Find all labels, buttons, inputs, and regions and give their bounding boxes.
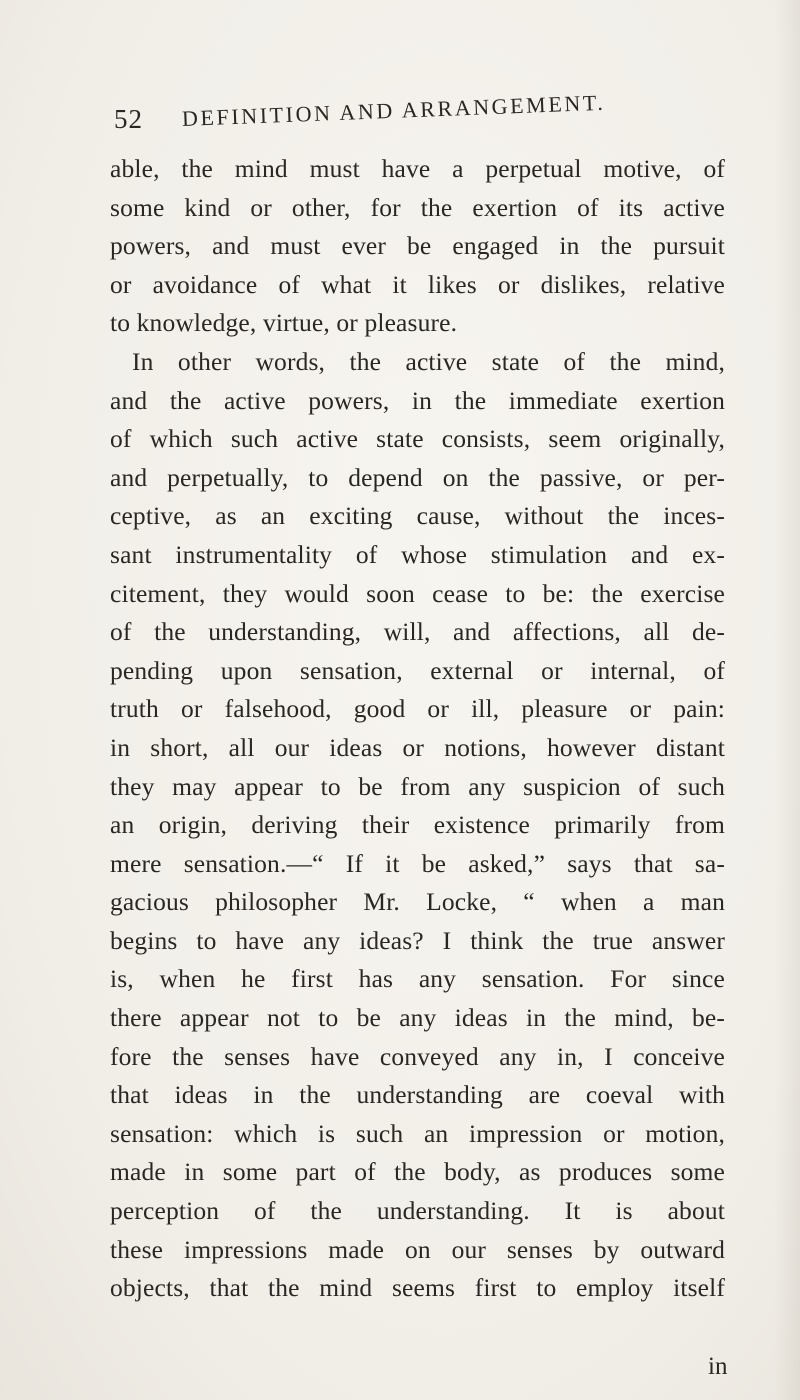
text-line: in short, all our ideas or notions, however distant bbox=[110, 732, 725, 762]
text-line: sensation: which is such an impression or motion, bbox=[110, 1118, 725, 1148]
text-line: and the active powers, in the immediate exertion bbox=[110, 385, 725, 415]
text-line: truth or falsehood, good or ill, pleasure or pain: bbox=[110, 694, 725, 724]
text-line: sant instrumentality of whose stimulation and ex- bbox=[110, 539, 725, 569]
text-line: ceptive, as an exciting cause, without the inces- bbox=[110, 501, 725, 531]
paragraph-start-line: In other words, the active state of the mind, bbox=[132, 346, 725, 376]
text-line: able, the mind must have a perpetual motive, of bbox=[110, 154, 725, 183]
text-line: of which such active state consists, seem originally, bbox=[110, 424, 725, 454]
text-line: there appear not to be any ideas in the mind, be- bbox=[110, 1003, 725, 1033]
text-line: fore the senses have conveyed any in, I conceive bbox=[110, 1041, 725, 1071]
text-line: pending upon sensation, external or internal, of bbox=[110, 655, 725, 685]
text-line: they may appear to be from any suspicion of such bbox=[110, 771, 725, 801]
text-line: these impressions made on our senses by outward bbox=[110, 1234, 725, 1264]
text-line: mere sensation.—“ If it be asked,” says that sa- bbox=[110, 848, 725, 878]
text-line: citement, they would soon cease to be: the exercise bbox=[110, 578, 725, 608]
text-line: objects, that the mind seems first to employ itself bbox=[110, 1273, 725, 1303]
text-line: begins to have any ideas? I think the true answer bbox=[110, 925, 725, 955]
running-head-title: DEFINITION AND ARRANGEMENT. bbox=[181, 89, 606, 131]
text-line: and perpetually, to depend on the passive, or per- bbox=[110, 462, 725, 492]
page-number: 52 bbox=[114, 104, 143, 134]
text-line: some kind or other, for the exertion of its active bbox=[110, 192, 725, 222]
page-edge-shadow bbox=[774, 0, 800, 1400]
text-line: made in some part of the body, as produces some bbox=[110, 1157, 725, 1187]
text-line: powers, and must ever be engaged in the pursuit bbox=[110, 231, 725, 261]
text-line: an origin, deriving their existence primarily from bbox=[110, 810, 725, 840]
text-line: gacious philosopher Mr. Locke, “ when a man bbox=[110, 887, 725, 917]
text-line: is, when he first has any sensation. For since bbox=[110, 964, 725, 994]
text-line: to knowledge, virtue, or pleasure. bbox=[110, 308, 458, 338]
text-line: of the understanding, will, and affections, all de- bbox=[110, 617, 725, 647]
running-head bbox=[114, 89, 714, 136]
text-line: perception of the understanding. It is about bbox=[110, 1196, 725, 1226]
text-line: or avoidance of what it likes or dislikes, relative bbox=[110, 269, 725, 299]
body-text bbox=[110, 150, 725, 1308]
catchword: in bbox=[708, 1353, 728, 1380]
text-line: that ideas in the understanding are coeval with bbox=[110, 1080, 725, 1110]
